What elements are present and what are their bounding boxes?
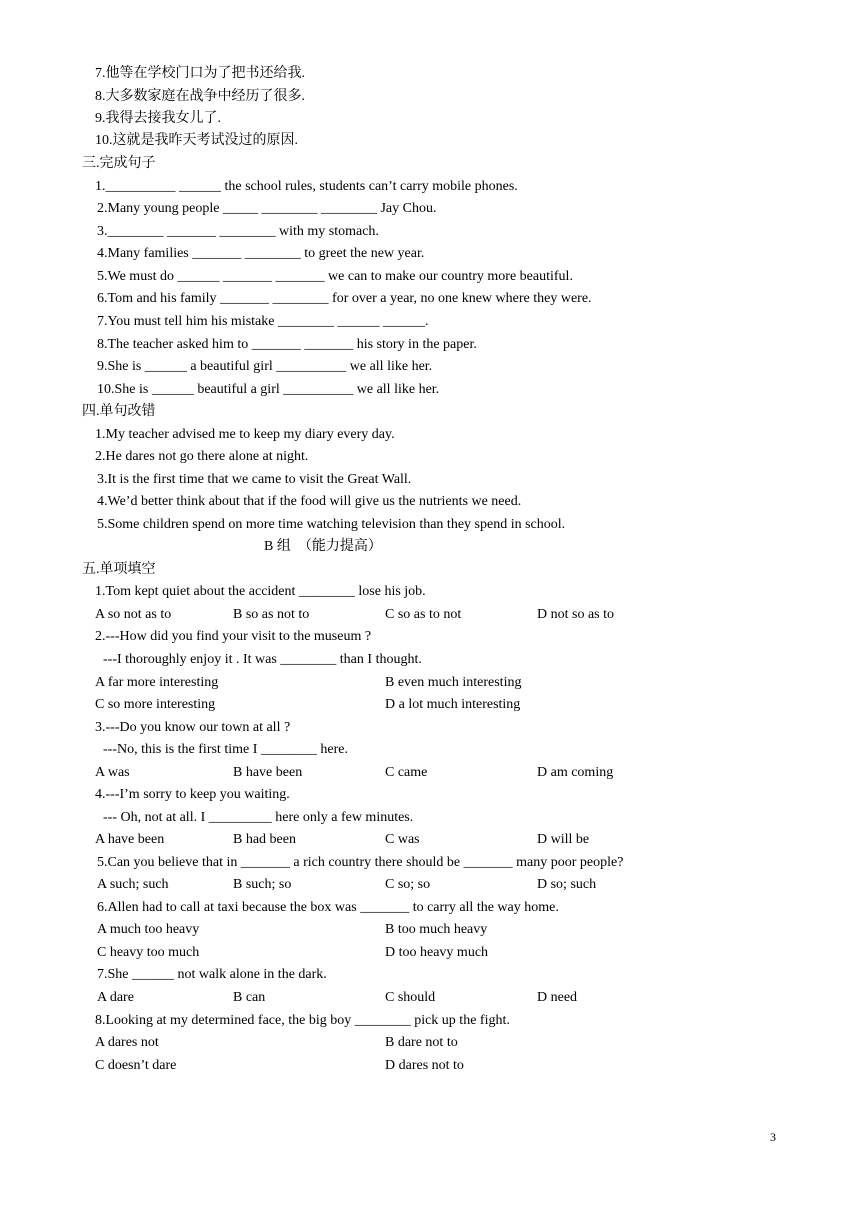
question-7-option-a: A dare: [97, 990, 134, 1005]
question-8-option-d: D dares not to: [385, 1058, 464, 1073]
question-2-line-1: 2.---How did you find your visit to the museum ?: [95, 629, 372, 644]
section-4-item-3: 3.It is the first time that we came to visit the Great Wall.: [97, 472, 412, 487]
section-3-title: 三.完成句子: [82, 156, 156, 171]
question-7-option-c: C should: [385, 990, 436, 1005]
question-2-line-2: ---I thoroughly enjoy it . It was ________ than I thought.: [103, 652, 422, 667]
question-6-option-d: D too heavy much: [385, 945, 489, 960]
question-1: 1.Tom kept quiet about the accident ________ lose his job.: [95, 584, 426, 599]
section-3-item-8: 8.The teacher asked him to _______ _______ his story in the paper.: [97, 337, 477, 352]
question-4-option-a: A have been: [95, 832, 165, 847]
question-4-option-b: B had been: [233, 832, 296, 847]
question-3-line-2: ---No, this is the first time I ________ here.: [103, 742, 348, 757]
question-8-option-c: C doesn’t dare: [95, 1058, 177, 1073]
section-3-item-10: 10.She is ______ beautiful a girl __________ we all like her.: [97, 382, 440, 397]
question-1-option-c: C so as to not: [385, 607, 462, 622]
question-4-option-d: D will be: [537, 832, 590, 847]
section-4-item-5: 5.Some children spend on more time watching television than they spend in school.: [97, 517, 566, 532]
translation-item-8: 8.大多数家庭在战争中经历了很多.: [95, 89, 305, 104]
question-2-option-a: A far more interesting: [95, 675, 219, 690]
question-5-option-b: B such; so: [233, 877, 292, 892]
question-2-option-d: D a lot much interesting: [385, 697, 521, 712]
question-5-option-a: A such; such: [97, 877, 169, 892]
section-3-item-2: 2.Many young people _____ ________ ________ Jay Chou.: [97, 201, 437, 216]
translation-item-7: 7.他等在学校门口为了把书还给我.: [95, 66, 305, 81]
section-4-item-1: 1.My teacher advised me to keep my diary every day.: [95, 427, 395, 442]
question-8-option-a: A dares not: [95, 1035, 159, 1050]
question-3-option-c: C came: [385, 765, 428, 780]
question-1-option-d: D not so as to: [537, 607, 614, 622]
question-2-option-b: B even much interesting: [385, 675, 522, 690]
question-3-option-b: B have been: [233, 765, 303, 780]
question-1-option-b: B so as not to: [233, 607, 310, 622]
section-3-item-1: 1.__________ ______ the school rules, students can’t carry mobile phones.: [95, 179, 518, 194]
question-4-line-1: 4.---I’m sorry to keep you waiting.: [95, 787, 290, 802]
section-4-title: 四.单句改错: [82, 404, 156, 419]
question-3-line-1: 3.---Do you know our town at all ?: [95, 720, 291, 735]
question-7: 7.She ______ not walk alone in the dark.: [97, 967, 327, 982]
question-8: 8.Looking at my determined face, the big boy ________ pick up the fight.: [95, 1013, 510, 1028]
question-4-option-c: C was: [385, 832, 420, 847]
translation-item-10: 10.这就是我昨天考试没过的原因.: [95, 133, 298, 148]
question-2-option-c: C so more interesting: [95, 697, 216, 712]
question-6: 6.Allen had to call at taxi because the box was _______ to carry all the way home.: [97, 900, 559, 915]
section-3-item-9: 9.She is ______ a beautiful girl __________ we all like her.: [97, 359, 433, 374]
section-4-item-4: 4.We’d better think about that if the food will give us the nutrients we need.: [97, 494, 522, 509]
question-3-option-d: D am coming: [537, 765, 614, 780]
section-3-item-7: 7.You must tell him his mistake ________ ______ ______.: [97, 314, 429, 329]
question-7-option-b: B can: [233, 990, 266, 1005]
question-5-option-d: D so; such: [537, 877, 597, 892]
section-3-item-6: 6.Tom and his family _______ ________ for over a year, no one knew where they were.: [97, 291, 592, 306]
question-6-option-a: A much too heavy: [97, 922, 200, 937]
section-5-title: 五.单项填空: [82, 562, 156, 577]
question-5: 5.Can you believe that in _______ a rich country there should be _______ many poor people?: [97, 855, 624, 870]
section-3-item-3: 3.________ _______ ________ with my stomach.: [97, 224, 379, 239]
question-8-option-b: B dare not to: [385, 1035, 458, 1050]
translation-item-9: 9.我得去接我女儿了.: [95, 111, 221, 126]
question-4-line-2: --- Oh, not at all. I _________ here only a few minutes.: [103, 810, 414, 825]
group-b-heading: B 组 （能力提高）: [264, 539, 382, 554]
section-3-item-5: 5.We must do ______ _______ _______ we can to make our country more beautiful.: [97, 269, 573, 284]
question-1-option-a: A so not as to: [95, 607, 172, 622]
question-7-option-d: D need: [537, 990, 578, 1005]
question-6-option-b: B too much heavy: [385, 922, 488, 937]
page-number: 3: [770, 1130, 776, 1144]
question-3-option-a: A was: [95, 765, 130, 780]
section-3-item-4: 4.Many families _______ ________ to greet the new year.: [97, 246, 425, 261]
section-4-item-2: 2.He dares not go there alone at night.: [95, 449, 309, 464]
question-6-option-c: C heavy too much: [97, 945, 200, 960]
question-5-option-c: C so; so: [385, 877, 431, 892]
